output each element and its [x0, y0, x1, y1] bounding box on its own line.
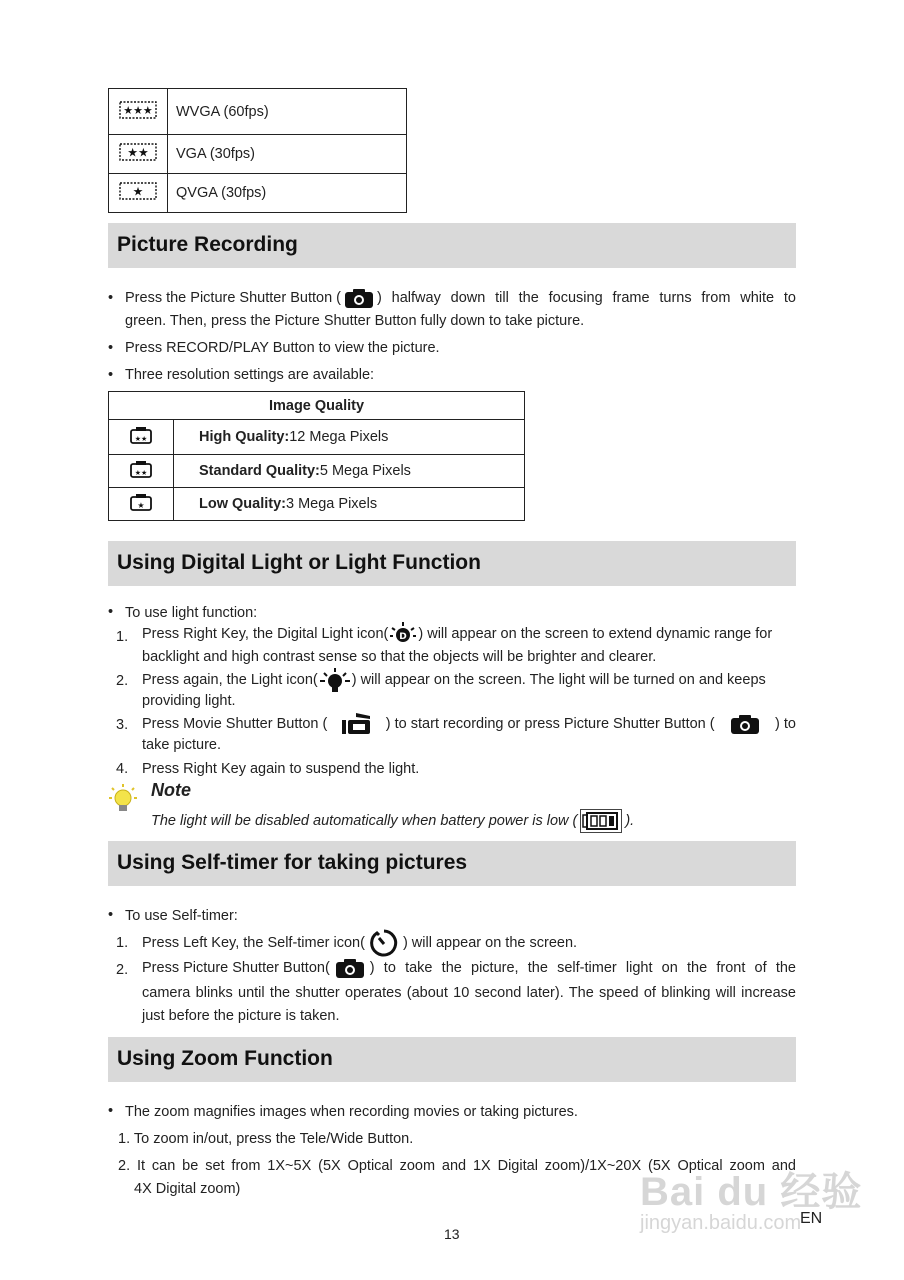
bullet-dot: • [108, 290, 114, 306]
digital-light-step-3: Press Movie Shutter Button ( ) to start recording or press Picture Shutter Button ( ) to [142, 712, 796, 736]
digital-light-icon [388, 620, 418, 648]
one-star-film-icon [109, 174, 168, 213]
one-star-camera-icon [109, 488, 174, 521]
two-star-film-icon [109, 135, 168, 174]
note-title: Note [151, 780, 191, 800]
image-quality-header: Image Quality [109, 392, 525, 420]
zoom-intro: The zoom magnifies images when recording movies or taking pictures. [125, 1104, 578, 1120]
svg-text:★: ★ [132, 184, 144, 199]
digital-light-intro: To use light function: [125, 605, 258, 621]
section-header-zoom [108, 1037, 796, 1082]
lightbulb-note-icon [106, 782, 142, 816]
two-star-camera-icon [109, 455, 174, 488]
three-star-film-icon [109, 89, 168, 135]
digital-light-step-2: Press again, the Light icon( ) will appear on the screen. The light will be turned on and keeps [142, 667, 796, 693]
video-quality-label: WVGA (60fps) [168, 89, 407, 135]
image-quality-row: Low Quality:3 Mega Pixels [174, 488, 525, 521]
section-title: Using Digital Light or Light Function [117, 551, 481, 574]
step-number: 4. [116, 761, 129, 777]
digital-light-step-4: Press Right Key again to suspend the light. [142, 761, 420, 777]
bullet-dot: • [108, 367, 114, 383]
self-timer-step-2: Press Picture Shutter Button( ) to take the picture, the self-timer light on the front of the [142, 960, 796, 976]
note-text: The light will be disabled automatically when battery power is low ( ). [151, 809, 634, 833]
section-title: Using Zoom Function [117, 1047, 333, 1070]
self-timer-icon [368, 928, 400, 958]
watermark-url: jingyan.baidu.com [640, 1212, 802, 1234]
picture-recording-bullet-1: Press the Picture Shutter Button ( ) halfway down till the focusing frame turns from white to [125, 290, 796, 306]
section-header-picture-recording [108, 223, 796, 268]
video-quality-label: QVGA (30fps) [168, 174, 407, 213]
picture-recording-bullet-3: Three resolution settings are available: [125, 367, 375, 383]
picture-recording-bullet-2: Press RECORD/PLAY Button to view the picture. [125, 340, 440, 356]
three-star-camera-icon [109, 420, 174, 455]
digital-light-step-3-cont: take picture. [142, 737, 221, 753]
zoom-step-2: 2. It can be set from 1X~5X (5X Optical zoom and 1X Digital zoom)/1X~20X (5X Optical zoom and [118, 1158, 796, 1174]
camera-icon [336, 958, 364, 978]
svg-text:★★: ★★ [127, 145, 149, 160]
light-bulb-icon [318, 667, 352, 693]
camera-icon [731, 714, 759, 734]
self-timer-step-2-cont: camera blinks until the shutter operates (about 10 second later). The speed of blinking will increase [142, 985, 796, 1001]
step-number: 2. [116, 962, 129, 978]
svg-text:★★★: ★★★ [123, 103, 153, 117]
video-quality-label: VGA (30fps) [168, 135, 407, 174]
step-number: 1. [116, 935, 129, 951]
digital-light-step-1-cont: backlight and high contrast sense so that the objects will be brighter and clearer. [142, 649, 657, 665]
language-label: EN [800, 1210, 823, 1227]
svg-text:★★: ★★ [134, 469, 148, 477]
bullet-dot: • [108, 340, 114, 356]
bullet-dot: • [108, 604, 114, 620]
picture-recording-bullet-1-cont: green. Then, press the Picture Shutter Button fully down to take picture. [125, 313, 585, 329]
section-header-self-timer [108, 841, 796, 886]
image-quality-row: Standard Quality:5 Mega Pixels [174, 455, 525, 488]
camera-icon [345, 288, 373, 308]
digital-light-step-2-cont: providing light. [142, 693, 236, 709]
movie-camera-icon [342, 712, 372, 736]
step-number: 3. [116, 717, 129, 733]
svg-text:★★: ★★ [134, 435, 148, 443]
section-header-digital-light [108, 541, 796, 586]
self-timer-step-1: Press Left Key, the Self-timer icon( ) will appear on the screen. [142, 928, 577, 958]
zoom-step-2-cont: 4X Digital zoom) [134, 1181, 241, 1197]
self-timer-intro: To use Self-timer: [125, 908, 238, 924]
step-number: 2. [116, 673, 129, 689]
bullet-dot: • [108, 1103, 114, 1119]
image-quality-table [108, 391, 525, 521]
section-title: Picture Recording [117, 233, 298, 256]
watermark-logo: Bai du 经验 [640, 1170, 863, 1214]
step-number: 1. [116, 629, 129, 645]
zoom-step-1: 1. To zoom in/out, press the Tele/Wide Button. [118, 1131, 414, 1147]
bullet-dot: • [108, 907, 114, 923]
page-number: 13 [444, 1226, 460, 1242]
self-timer-step-2-cont2: just before the picture is taken. [142, 1008, 340, 1024]
image-quality-row: High Quality:12 Mega Pixels [174, 420, 525, 455]
svg-text:★: ★ [137, 501, 145, 510]
video-quality-table [108, 88, 407, 213]
battery-low-icon [580, 809, 622, 833]
svg-text:D: D [399, 632, 408, 642]
section-title: Using Self-timer for taking pictures [117, 851, 468, 874]
digital-light-step-1: Press Right Key, the Digital Light icon( D ) will appear on the screen to extend dynamic range for [142, 620, 796, 648]
